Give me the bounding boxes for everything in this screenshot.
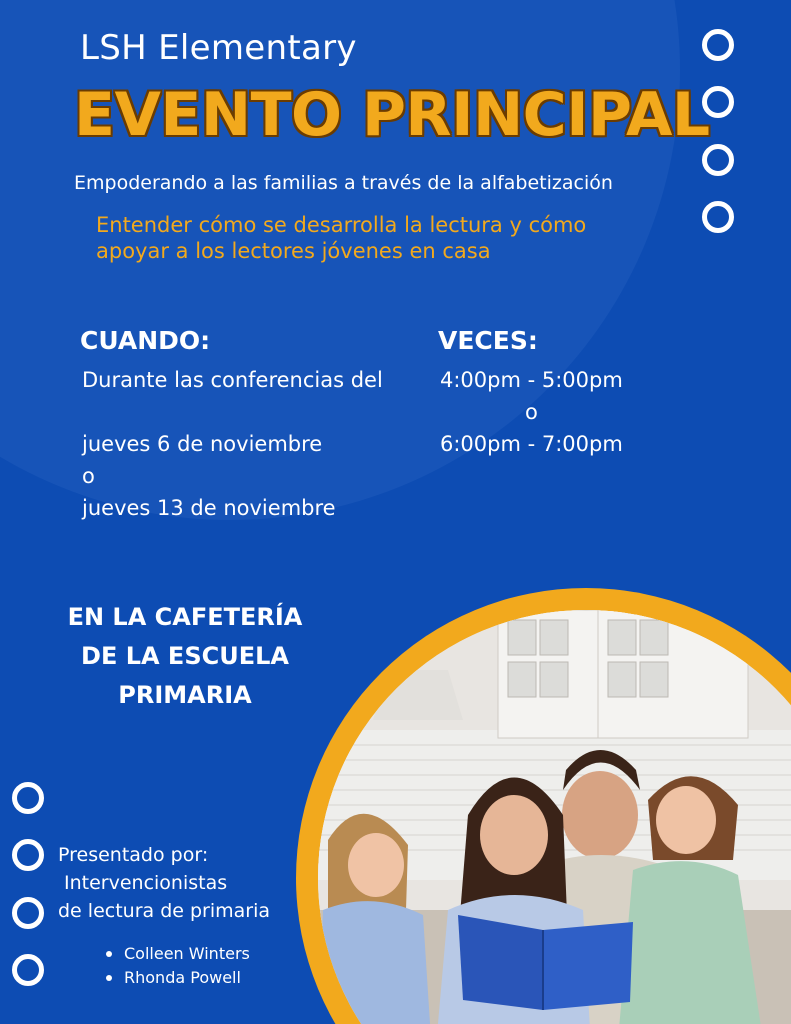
when-line-2: jueves 6 de noviembre — [82, 432, 323, 456]
location-line-3: PRIMARIA — [118, 681, 252, 709]
bullet-icon — [106, 975, 112, 981]
presenter-name-item — [106, 966, 250, 990]
time-slot-1: 4:00pm - 5:00pm — [440, 368, 623, 392]
school-name: LSH Elementary — [80, 28, 357, 68]
bullet-icon — [106, 951, 112, 957]
event-subtitle: Empoderando a las familias a través de la alfabetización — [74, 172, 613, 194]
times-or: o — [525, 400, 538, 424]
presenter-role-line-2: de lectura de primaria — [58, 900, 271, 922]
location-line-1: EN LA CAFETERÍA — [67, 603, 303, 631]
description-line-2: apoyar a los lectores jóvenes en casa — [96, 239, 491, 263]
decorative-ring-icon — [12, 839, 44, 871]
decorative-ring-icon — [702, 144, 734, 176]
decorative-ring-icon — [12, 897, 44, 929]
presenter-label: Presentado por: — [58, 844, 209, 866]
when-or: o — [82, 464, 95, 488]
event-description — [96, 212, 696, 264]
presenter-names — [106, 942, 250, 990]
decorative-ring-icon — [702, 86, 734, 118]
time-slot-2: 6:00pm - 7:00pm — [440, 432, 623, 456]
decorative-ring-icon — [702, 201, 734, 233]
event-location — [40, 598, 330, 715]
presenter-role-line-1: Intervencionistas — [64, 872, 228, 894]
when-line-1: Durante las conferencias del — [82, 368, 383, 392]
decorative-ring-icon — [12, 782, 44, 814]
location-line-2: DE LA ESCUELA — [81, 642, 289, 670]
decorative-ring-icon — [12, 954, 44, 986]
description-line-1: Entender cómo se desarrolla la lectura y cómo — [96, 213, 587, 237]
when-label: CUANDO: — [80, 326, 211, 355]
presenter-name: Rhonda Powell — [124, 968, 241, 987]
when-line-3: jueves 13 de noviembre — [82, 496, 336, 520]
presenter-name: Colleen Winters — [124, 944, 250, 963]
times-label: VECES: — [438, 326, 538, 355]
presenter-name-item — [106, 942, 250, 966]
decorative-ring-icon — [702, 29, 734, 61]
event-title: EVENTO PRINCIPAL — [74, 80, 710, 150]
